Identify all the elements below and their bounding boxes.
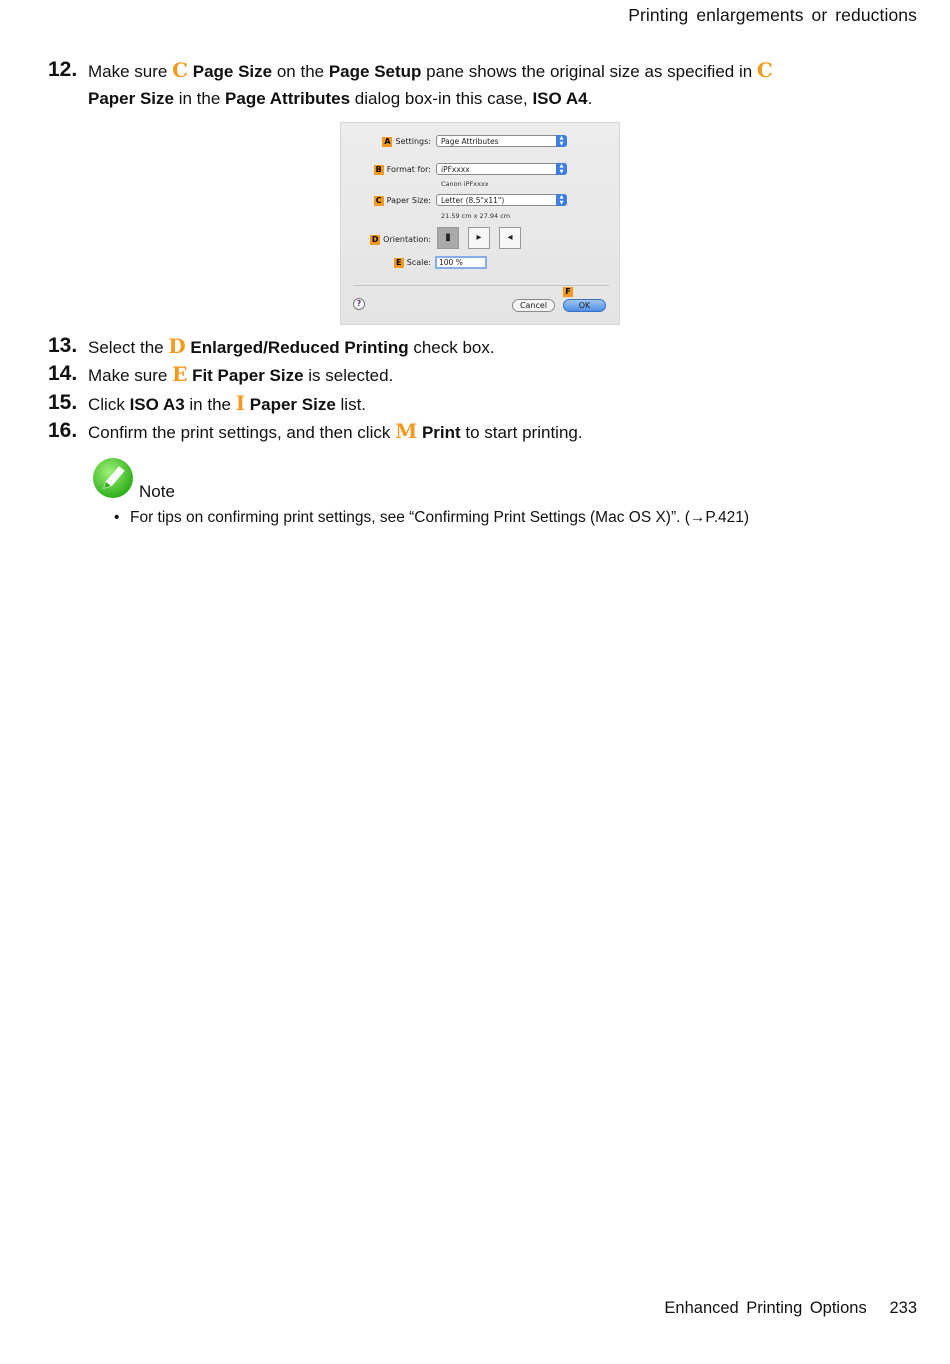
scale-row xyxy=(341,256,619,270)
badge-e: E xyxy=(394,258,404,268)
orientation-portrait-icon[interactable]: ▮ xyxy=(437,227,459,249)
badge-a: A xyxy=(384,137,391,146)
letter-marker: I xyxy=(235,391,246,415)
paper-size-subtext: 21.59 cm x 27.94 cm xyxy=(441,212,511,220)
settings-row xyxy=(341,135,619,149)
step-text: Make sure E Fit Paper Size is selected. xyxy=(88,362,394,386)
step-text: Click ISO A3 in the I Paper Size list. xyxy=(88,391,367,415)
note-pencil-icon xyxy=(92,457,134,499)
step-12 xyxy=(48,56,773,108)
popup-arrows-icon: ▲ ▼ xyxy=(556,163,567,175)
scale-input[interactable]: 100 % xyxy=(435,256,487,269)
letter-marker: C xyxy=(172,58,189,82)
help-button[interactable]: ? xyxy=(353,298,365,310)
format-subtext: Canon iPFxxxx xyxy=(441,180,489,188)
page-header-title: Printing enlargements or reductions xyxy=(628,5,917,25)
step-15 xyxy=(48,389,367,418)
scale-label: Scale: xyxy=(406,258,431,267)
letter-marker: M xyxy=(395,419,418,443)
badge-b: B xyxy=(375,165,382,174)
format-popup[interactable]: iPFxxxx ▲ ▼ xyxy=(436,163,567,175)
step-text: Make sure C Page Size on the Page Setup pane shows the original size as specified in C xyxy=(88,58,773,82)
footer-section: Enhanced Printing Options xyxy=(664,1299,867,1317)
format-label: Format for: xyxy=(386,165,431,174)
page-footer xyxy=(664,1299,917,1318)
cancel-button[interactable]: Cancel xyxy=(512,299,555,312)
page-number: 233 xyxy=(889,1299,917,1317)
step-number: 15. xyxy=(48,391,78,414)
note-label: Note xyxy=(139,482,175,501)
letter-marker: C xyxy=(756,58,773,82)
note-list-item xyxy=(114,509,749,527)
letter-marker: D xyxy=(168,334,186,358)
bullet: • xyxy=(114,509,120,526)
popup-arrows-icon: ▲ ▼ xyxy=(556,194,567,206)
orientation-reverse-landscape-icon[interactable]: ◂ xyxy=(499,227,521,249)
orientation-row xyxy=(341,227,619,251)
step-number: 14. xyxy=(48,362,78,385)
badge-f: F xyxy=(563,287,573,297)
step-number: 13. xyxy=(48,334,78,357)
badge-d: D xyxy=(371,235,379,244)
step-number: 12. xyxy=(48,58,78,81)
ok-button[interactable]: OK xyxy=(563,299,606,312)
step-number: 16. xyxy=(48,419,78,442)
letter-marker: E xyxy=(172,362,188,386)
paper-size-label: Paper Size: xyxy=(386,196,431,205)
paper-size-popup[interactable]: Letter (8.5"x11") ▲ ▼ xyxy=(436,194,567,206)
popup-arrows-icon: ▲ ▼ xyxy=(556,135,567,147)
orientation-label: Orientation: xyxy=(383,235,431,244)
page-attributes-dialog xyxy=(340,122,620,325)
step-13 xyxy=(48,332,495,361)
dialog-separator xyxy=(353,285,609,286)
step-text: Confirm the print settings, and then click M Print to start printing. xyxy=(88,419,583,443)
format-row xyxy=(341,163,619,177)
settings-label: Settings: xyxy=(395,137,431,146)
note-text: For tips on confirming print settings, see “Confirming Print Settings (Mac OS X)”. (→P.421) xyxy=(130,509,750,526)
paper-size-row xyxy=(341,194,619,208)
settings-popup[interactable]: Page Attributes ▲ ▼ xyxy=(436,135,567,147)
step-text-line2: Paper Size in the Page Attributes dialog box-in this case, ISO A4. xyxy=(88,89,593,108)
step-14 xyxy=(48,360,394,389)
step-text: Select the D Enlarged/Reduced Printing check box. xyxy=(88,334,495,358)
badge-c: C xyxy=(374,196,384,206)
orientation-landscape-icon[interactable]: ▸ xyxy=(468,227,490,249)
step-16 xyxy=(48,417,583,446)
